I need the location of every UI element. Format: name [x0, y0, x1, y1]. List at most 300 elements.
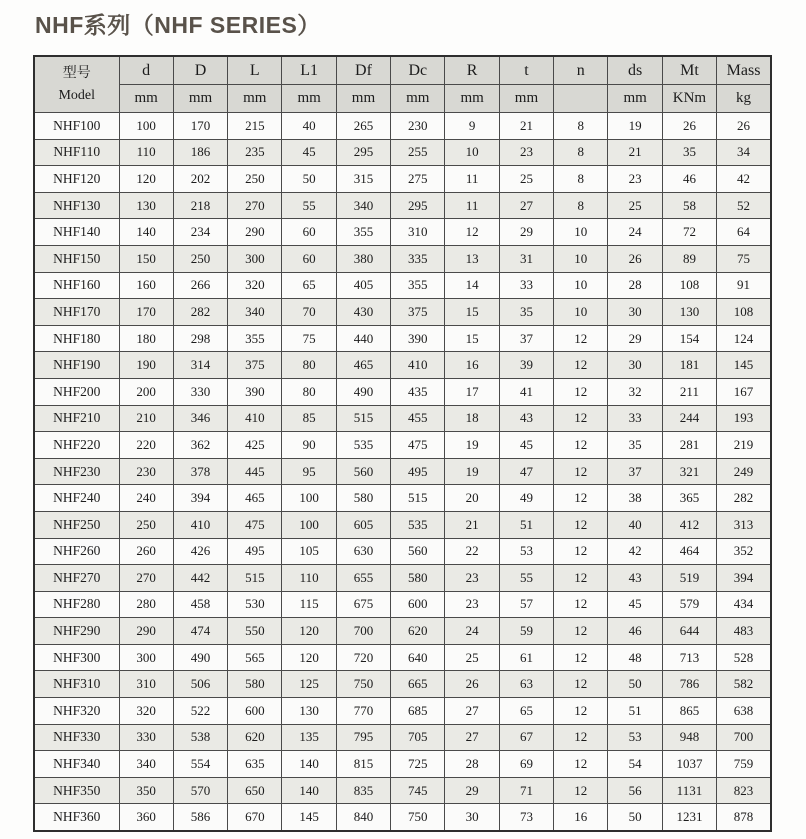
- model-cell: NHF180: [34, 325, 119, 352]
- value-cell: 515: [391, 485, 445, 512]
- value-cell: 53: [499, 538, 553, 565]
- value-cell: 335: [391, 245, 445, 272]
- value-cell: 58: [662, 192, 716, 219]
- value-cell: 405: [336, 272, 390, 299]
- value-cell: 314: [173, 352, 227, 379]
- value-cell: 290: [228, 219, 282, 246]
- value-cell: 570: [173, 777, 227, 804]
- value-cell: 61: [499, 644, 553, 671]
- value-cell: 410: [228, 405, 282, 432]
- value-cell: 644: [662, 618, 716, 645]
- table-row: [34, 192, 771, 219]
- header-unit-row: [34, 85, 771, 113]
- value-cell: 770: [336, 698, 390, 725]
- table-body: [34, 113, 771, 832]
- table-row: [34, 325, 771, 352]
- value-cell: 72: [662, 219, 716, 246]
- value-cell: 620: [391, 618, 445, 645]
- value-cell: 519: [662, 565, 716, 592]
- value-cell: 426: [173, 538, 227, 565]
- value-cell: 48: [608, 644, 662, 671]
- value-cell: 290: [119, 618, 173, 645]
- value-cell: 440: [336, 325, 390, 352]
- model-cell: NHF310: [34, 671, 119, 698]
- value-cell: 211: [662, 378, 716, 405]
- value-cell: 713: [662, 644, 716, 671]
- value-cell: 160: [119, 272, 173, 299]
- value-cell: 12: [554, 644, 608, 671]
- value-cell: 425: [228, 432, 282, 459]
- value-cell: 45: [608, 591, 662, 618]
- value-cell: 64: [717, 219, 771, 246]
- value-cell: 145: [282, 804, 336, 831]
- value-cell: 27: [499, 192, 553, 219]
- value-cell: 105: [282, 538, 336, 565]
- value-cell: 11: [445, 192, 499, 219]
- value-cell: 65: [499, 698, 553, 725]
- value-cell: 490: [336, 378, 390, 405]
- value-cell: 1131: [662, 777, 716, 804]
- value-cell: 275: [391, 166, 445, 193]
- model-cell: NHF140: [34, 219, 119, 246]
- value-cell: 124: [717, 325, 771, 352]
- value-cell: 234: [173, 219, 227, 246]
- value-cell: 10: [554, 272, 608, 299]
- value-cell: 270: [119, 565, 173, 592]
- value-cell: 350: [119, 777, 173, 804]
- value-cell: 12: [445, 219, 499, 246]
- value-cell: 8: [554, 113, 608, 140]
- table-row: [34, 538, 771, 565]
- value-cell: 355: [336, 219, 390, 246]
- model-cell: NHF360: [34, 804, 119, 831]
- value-cell: 47: [499, 458, 553, 485]
- value-cell: 255: [391, 139, 445, 166]
- value-cell: 85: [282, 405, 336, 432]
- table-row: [34, 511, 771, 538]
- value-cell: 75: [282, 325, 336, 352]
- value-cell: 19: [445, 432, 499, 459]
- value-cell: 12: [554, 405, 608, 432]
- table-row: [34, 245, 771, 272]
- model-label-en: Model: [58, 87, 96, 103]
- value-cell: 25: [499, 166, 553, 193]
- value-cell: 665: [391, 671, 445, 698]
- value-cell: 28: [445, 751, 499, 778]
- table-row: [34, 299, 771, 326]
- value-cell: 60: [282, 245, 336, 272]
- value-cell: 29: [445, 777, 499, 804]
- value-cell: 23: [608, 166, 662, 193]
- value-cell: 1037: [662, 751, 716, 778]
- value-cell: 538: [173, 724, 227, 751]
- value-cell: 250: [119, 511, 173, 538]
- value-cell: 12: [554, 671, 608, 698]
- value-cell: 154: [662, 325, 716, 352]
- value-cell: 35: [608, 432, 662, 459]
- value-cell: 13: [445, 245, 499, 272]
- value-cell: 43: [499, 405, 553, 432]
- value-cell: 560: [391, 538, 445, 565]
- value-cell: 515: [336, 405, 390, 432]
- value-cell: 25: [445, 644, 499, 671]
- model-cell: NHF330: [34, 724, 119, 751]
- column-symbol-header: d: [119, 56, 173, 85]
- value-cell: 295: [391, 192, 445, 219]
- value-cell: 434: [717, 591, 771, 618]
- value-cell: 32: [608, 378, 662, 405]
- value-cell: 140: [282, 751, 336, 778]
- value-cell: 21: [445, 511, 499, 538]
- value-cell: 60: [282, 219, 336, 246]
- value-cell: 26: [717, 113, 771, 140]
- value-cell: 630: [336, 538, 390, 565]
- value-cell: 12: [554, 458, 608, 485]
- model-cell: NHF100: [34, 113, 119, 140]
- column-unit-header: mm: [608, 85, 662, 113]
- header-symbol-row: [34, 56, 771, 85]
- value-cell: 12: [554, 538, 608, 565]
- value-cell: 22: [445, 538, 499, 565]
- value-cell: 320: [228, 272, 282, 299]
- value-cell: 320: [119, 698, 173, 725]
- value-cell: 410: [173, 511, 227, 538]
- value-cell: 865: [662, 698, 716, 725]
- value-cell: 410: [391, 352, 445, 379]
- value-cell: 145: [717, 352, 771, 379]
- model-cell: NHF170: [34, 299, 119, 326]
- value-cell: 12: [554, 352, 608, 379]
- value-cell: 57: [499, 591, 553, 618]
- model-column-header: [34, 56, 119, 113]
- value-cell: 35: [662, 139, 716, 166]
- column-symbol-header: ds: [608, 56, 662, 85]
- table-row: [34, 352, 771, 379]
- model-cell: NHF220: [34, 432, 119, 459]
- value-cell: 41: [499, 378, 553, 405]
- value-cell: 266: [173, 272, 227, 299]
- value-cell: 20: [445, 485, 499, 512]
- value-cell: 455: [391, 405, 445, 432]
- value-cell: 33: [608, 405, 662, 432]
- value-cell: 655: [336, 565, 390, 592]
- value-cell: 620: [228, 724, 282, 751]
- column-unit-header: mm: [499, 85, 553, 113]
- model-cell: NHF250: [34, 511, 119, 538]
- value-cell: 579: [662, 591, 716, 618]
- model-cell: NHF320: [34, 698, 119, 725]
- value-cell: 12: [554, 724, 608, 751]
- value-cell: 300: [119, 644, 173, 671]
- value-cell: 35: [499, 299, 553, 326]
- value-cell: 45: [282, 139, 336, 166]
- value-cell: 14: [445, 272, 499, 299]
- column-unit-header: mm: [391, 85, 445, 113]
- value-cell: 120: [282, 644, 336, 671]
- value-cell: 795: [336, 724, 390, 751]
- column-symbol-header: R: [445, 56, 499, 85]
- column-symbol-header: Dc: [391, 56, 445, 85]
- column-unit-header: mm: [228, 85, 282, 113]
- value-cell: 362: [173, 432, 227, 459]
- value-cell: 445: [228, 458, 282, 485]
- value-cell: 30: [608, 352, 662, 379]
- value-cell: 46: [662, 166, 716, 193]
- model-cell: NHF120: [34, 166, 119, 193]
- value-cell: 67: [499, 724, 553, 751]
- value-cell: 75: [717, 245, 771, 272]
- value-cell: 823: [717, 777, 771, 804]
- value-cell: 10: [554, 299, 608, 326]
- table-row: [34, 777, 771, 804]
- value-cell: 130: [662, 299, 716, 326]
- value-cell: 745: [391, 777, 445, 804]
- value-cell: 840: [336, 804, 390, 831]
- value-cell: 180: [119, 325, 173, 352]
- value-cell: 352: [717, 538, 771, 565]
- value-cell: 59: [499, 618, 553, 645]
- table-row: [34, 644, 771, 671]
- value-cell: 12: [554, 591, 608, 618]
- value-cell: 535: [391, 511, 445, 538]
- value-cell: 586: [173, 804, 227, 831]
- value-cell: 37: [608, 458, 662, 485]
- value-cell: 52: [717, 192, 771, 219]
- value-cell: 24: [445, 618, 499, 645]
- value-cell: 565: [228, 644, 282, 671]
- value-cell: 835: [336, 777, 390, 804]
- column-symbol-header: Df: [336, 56, 390, 85]
- value-cell: 650: [228, 777, 282, 804]
- value-cell: 50: [608, 804, 662, 831]
- model-cell: NHF200: [34, 378, 119, 405]
- value-cell: 69: [499, 751, 553, 778]
- value-cell: 330: [119, 724, 173, 751]
- value-cell: 27: [445, 698, 499, 725]
- value-cell: 65: [282, 272, 336, 299]
- value-cell: 390: [228, 378, 282, 405]
- value-cell: 390: [391, 325, 445, 352]
- value-cell: 495: [391, 458, 445, 485]
- value-cell: 50: [282, 166, 336, 193]
- value-cell: 380: [336, 245, 390, 272]
- model-cell: NHF300: [34, 644, 119, 671]
- value-cell: 170: [119, 299, 173, 326]
- value-cell: 375: [391, 299, 445, 326]
- value-cell: 210: [119, 405, 173, 432]
- value-cell: 265: [336, 113, 390, 140]
- value-cell: 125: [282, 671, 336, 698]
- value-cell: 37: [499, 325, 553, 352]
- value-cell: 42: [717, 166, 771, 193]
- table-row: [34, 405, 771, 432]
- model-label-zh: 型号: [62, 65, 91, 81]
- table-row: [34, 565, 771, 592]
- value-cell: 638: [717, 698, 771, 725]
- value-cell: 23: [445, 565, 499, 592]
- value-cell: 38: [608, 485, 662, 512]
- value-cell: 310: [391, 219, 445, 246]
- value-cell: 15: [445, 299, 499, 326]
- value-cell: 80: [282, 352, 336, 379]
- value-cell: 321: [662, 458, 716, 485]
- value-cell: 394: [173, 485, 227, 512]
- column-symbol-header: Mass: [717, 56, 771, 85]
- value-cell: 948: [662, 724, 716, 751]
- value-cell: 53: [608, 724, 662, 751]
- value-cell: 23: [445, 591, 499, 618]
- table-row: [34, 432, 771, 459]
- column-symbol-header: Mt: [662, 56, 716, 85]
- value-cell: 33: [499, 272, 553, 299]
- value-cell: 43: [608, 565, 662, 592]
- value-cell: 235: [228, 139, 282, 166]
- model-cell: NHF190: [34, 352, 119, 379]
- table-row: [34, 272, 771, 299]
- value-cell: 281: [662, 432, 716, 459]
- value-cell: 346: [173, 405, 227, 432]
- value-cell: 17: [445, 378, 499, 405]
- model-cell: NHF240: [34, 485, 119, 512]
- value-cell: 26: [608, 245, 662, 272]
- value-cell: 298: [173, 325, 227, 352]
- model-cell: NHF130: [34, 192, 119, 219]
- value-cell: 295: [336, 139, 390, 166]
- value-cell: 193: [717, 405, 771, 432]
- value-cell: 12: [554, 698, 608, 725]
- value-cell: 750: [391, 804, 445, 831]
- table-row: [34, 591, 771, 618]
- value-cell: 605: [336, 511, 390, 538]
- value-cell: 315: [336, 166, 390, 193]
- value-cell: 16: [554, 804, 608, 831]
- value-cell: 56: [608, 777, 662, 804]
- table-row: [34, 378, 771, 405]
- value-cell: 786: [662, 671, 716, 698]
- table-row: [34, 458, 771, 485]
- value-cell: 720: [336, 644, 390, 671]
- value-cell: 412: [662, 511, 716, 538]
- column-unit-header: kg: [717, 85, 771, 113]
- value-cell: 250: [228, 166, 282, 193]
- value-cell: 282: [173, 299, 227, 326]
- value-cell: 12: [554, 751, 608, 778]
- value-cell: 700: [717, 724, 771, 751]
- value-cell: 42: [608, 538, 662, 565]
- value-cell: 34: [717, 139, 771, 166]
- value-cell: 300: [228, 245, 282, 272]
- value-cell: 10: [554, 219, 608, 246]
- model-cell: NHF110: [34, 139, 119, 166]
- value-cell: 483: [717, 618, 771, 645]
- value-cell: 260: [119, 538, 173, 565]
- value-cell: 530: [228, 591, 282, 618]
- model-cell: NHF150: [34, 245, 119, 272]
- value-cell: 108: [662, 272, 716, 299]
- value-cell: 465: [228, 485, 282, 512]
- value-cell: 475: [228, 511, 282, 538]
- value-cell: 23: [499, 139, 553, 166]
- value-cell: 220: [119, 432, 173, 459]
- value-cell: 130: [119, 192, 173, 219]
- value-cell: 80: [282, 378, 336, 405]
- value-cell: 700: [336, 618, 390, 645]
- value-cell: 378: [173, 458, 227, 485]
- table-row: [34, 139, 771, 166]
- value-cell: 675: [336, 591, 390, 618]
- value-cell: 12: [554, 378, 608, 405]
- value-cell: 11: [445, 166, 499, 193]
- value-cell: 19: [445, 458, 499, 485]
- value-cell: 240: [119, 485, 173, 512]
- value-cell: 458: [173, 591, 227, 618]
- value-cell: 55: [499, 565, 553, 592]
- value-cell: 90: [282, 432, 336, 459]
- value-cell: 12: [554, 777, 608, 804]
- value-cell: 10: [554, 245, 608, 272]
- table-header: [34, 56, 771, 113]
- value-cell: 45: [499, 432, 553, 459]
- value-cell: 12: [554, 511, 608, 538]
- value-cell: 640: [391, 644, 445, 671]
- value-cell: 21: [608, 139, 662, 166]
- value-cell: 16: [445, 352, 499, 379]
- value-cell: 70: [282, 299, 336, 326]
- value-cell: 28: [608, 272, 662, 299]
- model-cell: NHF260: [34, 538, 119, 565]
- value-cell: 310: [119, 671, 173, 698]
- model-cell: NHF340: [34, 751, 119, 778]
- column-unit-header: [554, 85, 608, 113]
- value-cell: 110: [119, 139, 173, 166]
- table-row: [34, 618, 771, 645]
- value-cell: 375: [228, 352, 282, 379]
- value-cell: 40: [608, 511, 662, 538]
- value-cell: 528: [717, 644, 771, 671]
- value-cell: 40: [282, 113, 336, 140]
- value-cell: 475: [391, 432, 445, 459]
- value-cell: 230: [391, 113, 445, 140]
- value-cell: 635: [228, 751, 282, 778]
- value-cell: 355: [228, 325, 282, 352]
- value-cell: 442: [173, 565, 227, 592]
- value-cell: 95: [282, 458, 336, 485]
- value-cell: 219: [717, 432, 771, 459]
- value-cell: 140: [119, 219, 173, 246]
- value-cell: 582: [717, 671, 771, 698]
- value-cell: 21: [499, 113, 553, 140]
- table-row: [34, 671, 771, 698]
- value-cell: 340: [336, 192, 390, 219]
- column-unit-header: mm: [445, 85, 499, 113]
- value-cell: 18: [445, 405, 499, 432]
- value-cell: 506: [173, 671, 227, 698]
- value-cell: 360: [119, 804, 173, 831]
- column-unit-header: mm: [282, 85, 336, 113]
- value-cell: 244: [662, 405, 716, 432]
- value-cell: 19: [608, 113, 662, 140]
- value-cell: 55: [282, 192, 336, 219]
- value-cell: 30: [445, 804, 499, 831]
- value-cell: 580: [228, 671, 282, 698]
- value-cell: 705: [391, 724, 445, 751]
- value-cell: 8: [554, 139, 608, 166]
- table-row: [34, 804, 771, 831]
- value-cell: 580: [336, 485, 390, 512]
- value-cell: 115: [282, 591, 336, 618]
- value-cell: 600: [228, 698, 282, 725]
- value-cell: 490: [173, 644, 227, 671]
